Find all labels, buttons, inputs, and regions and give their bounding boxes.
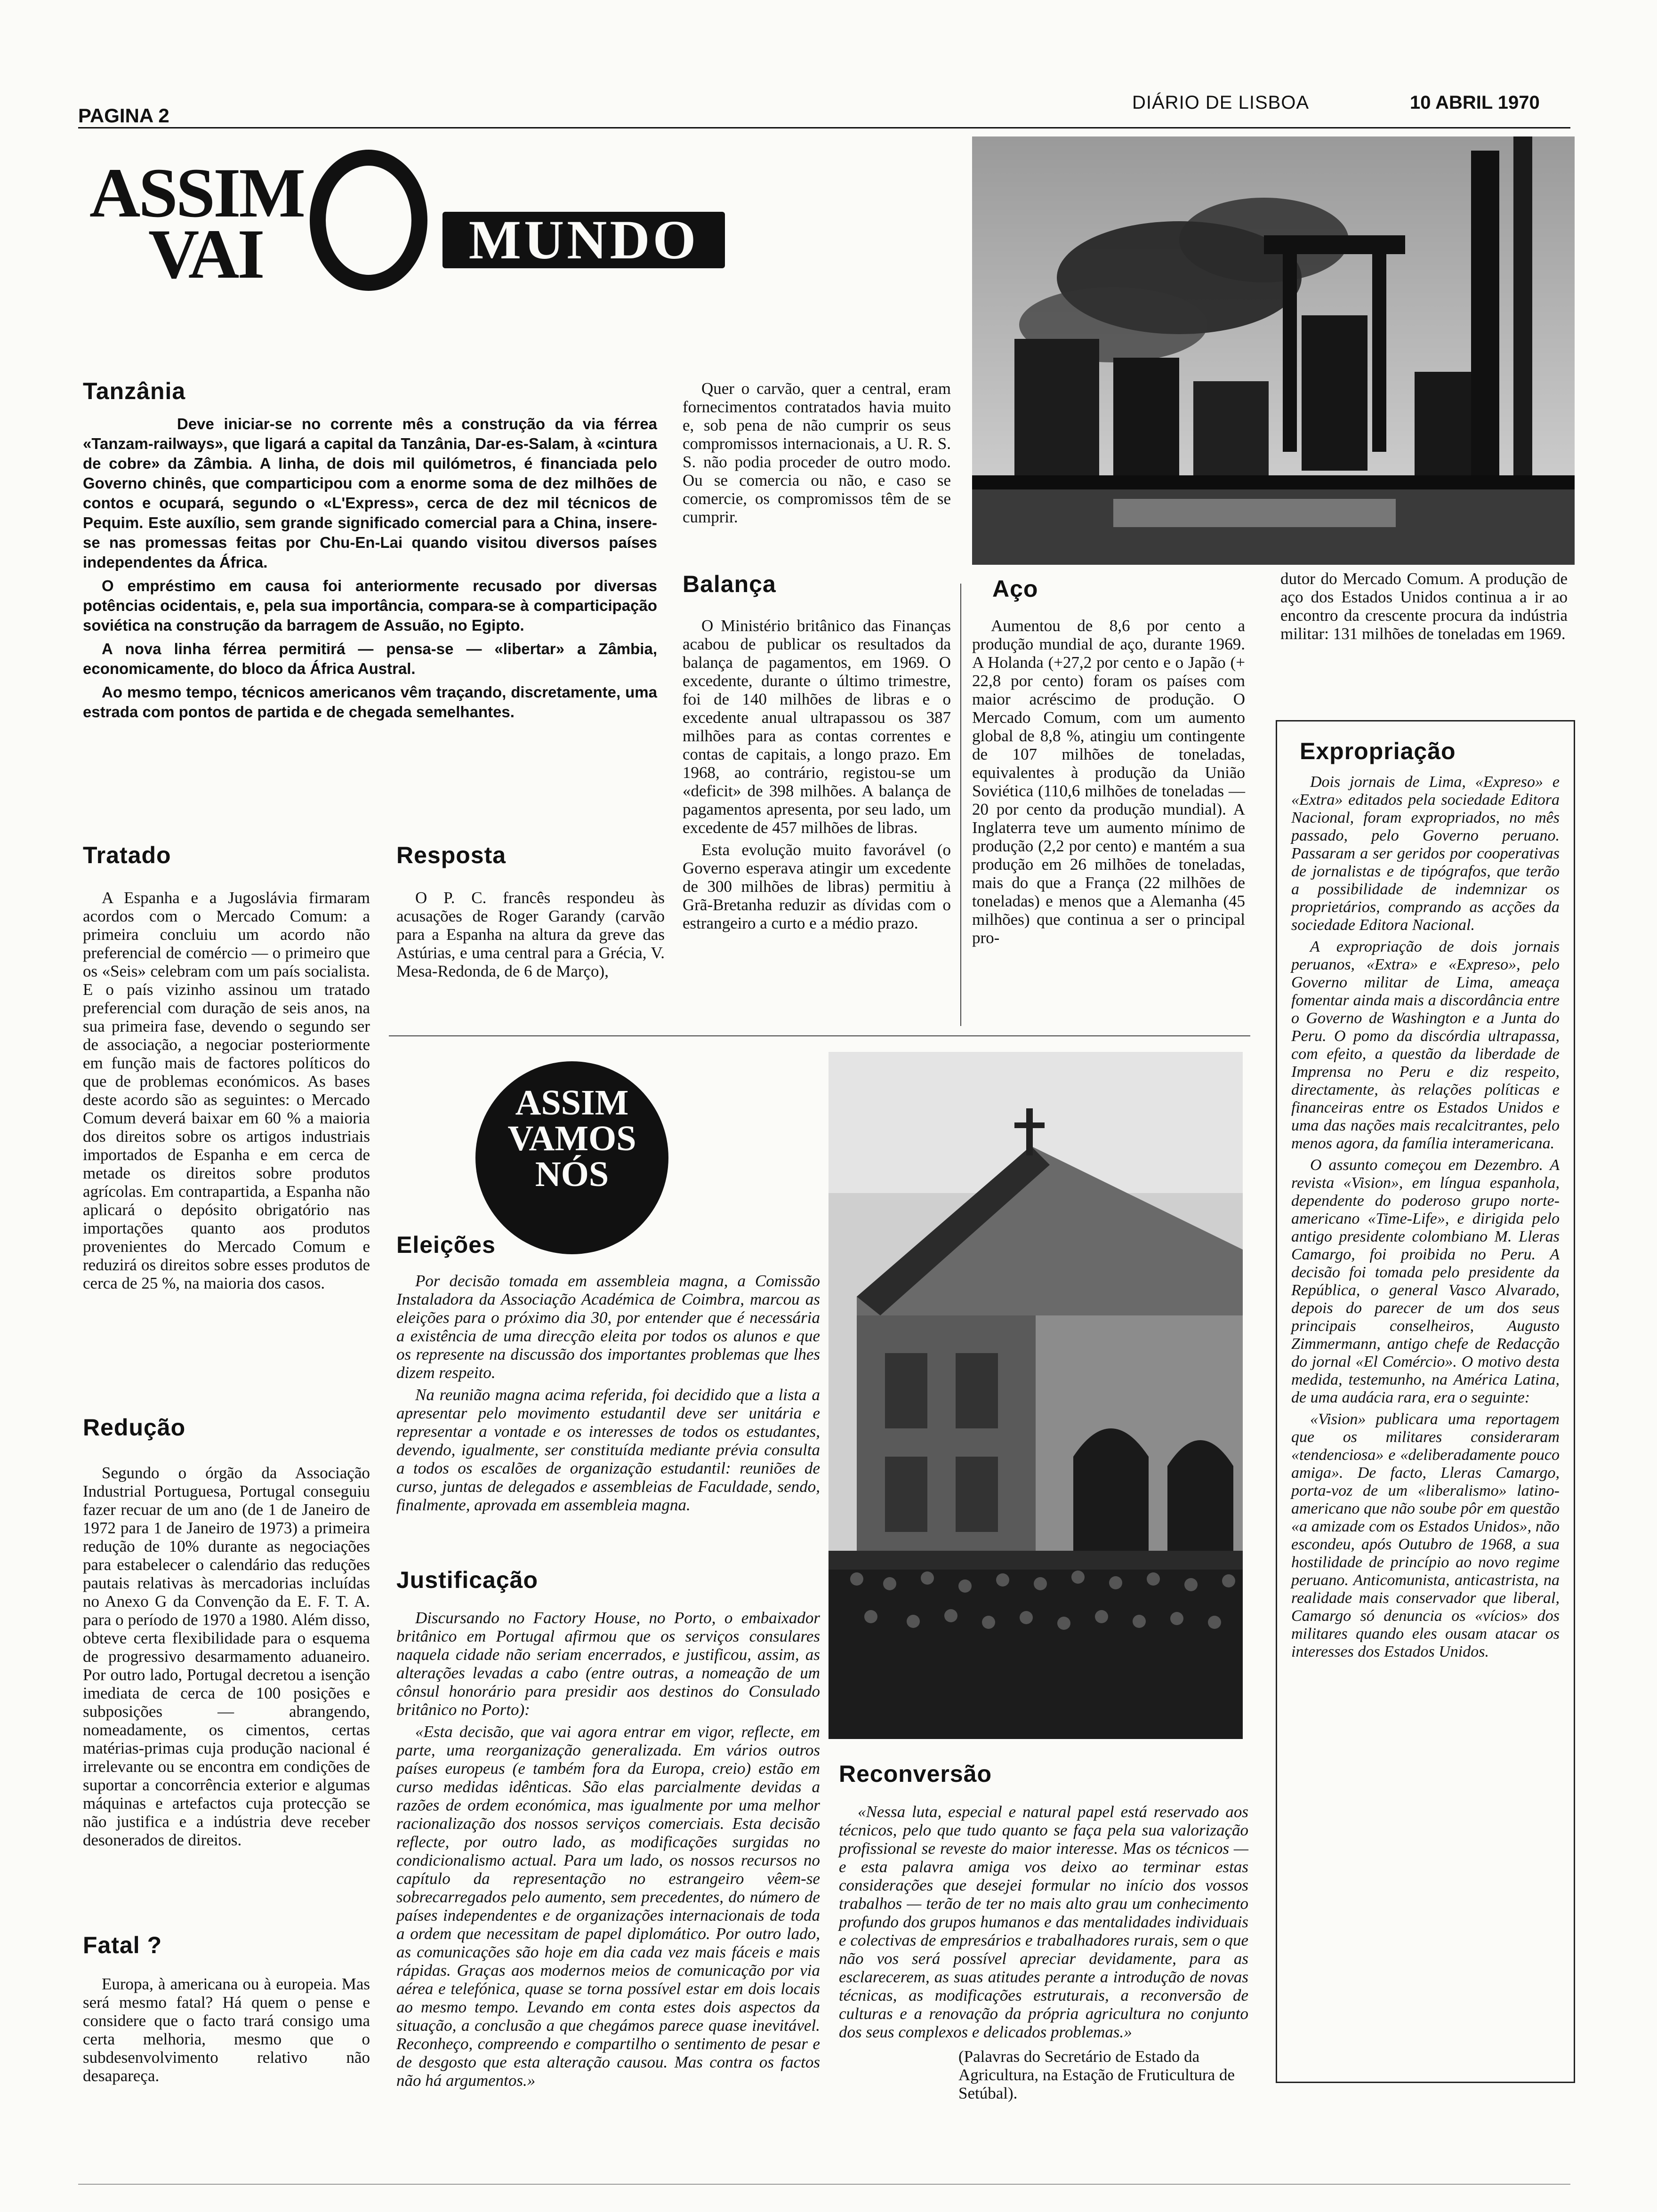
expropriacao-box [1276,720,1575,2083]
masthead-rule [78,127,1570,128]
fatal-paragraph: Europa, à americana ou à europeia. Mas será mesmo fatal? Há quem o pense e considere que o facto trará consigo uma certa melhoria, mesmo que o subdesenvolvimento relativo não desapareça. [83,1975,370,2085]
steelworks-illustration [972,136,1575,565]
article-aco-continuation [1280,569,1568,647]
aco-continuation-paragraph: dutor do Mercado Comum. A produção de aço dos Estados Unidos continua a ir ao encontro da crescente procura da indústria militar: 131 milhões de toneladas em 1969. [1280,569,1568,643]
tanzania-paragraph: A nova linha férrea permitirá — pensa-se — «libertar» a Zâmbia, economicamente, do bloco da África Austral. [83,640,657,677]
subsection-top-rule [389,1035,1250,1036]
title-assim: ASSIM [89,154,304,232]
section-title [85,141,819,301]
article-tanzania [83,414,657,726]
article-resposta [396,889,665,984]
badge-line2: VAMOS [507,1119,636,1158]
balanca-paragraph: Esta evolução muito favorável (o Governo esperava atingir um excedente de 300 milhões de libras) permitiu à Grã-Bretanha reduzir as dívidas com o estrangeiro a curto e a médio prazo. [683,841,951,932]
tanzania-paragraph: Ao mesmo tempo, técnicos americanos vêm traçando, discretamente, uma estrada com pontos de partida e de chegada semelhantes. [83,683,657,721]
badge-line1: ASSIM [515,1083,629,1122]
article-reconversao [839,1803,1248,2045]
justificacao-paragraph: Discursando no Factory House, no Porto, o embaixador britânico em Portugal afirmou que os serviços consulares naquela cidade não seriam encerrados, e justificou, assim, as alterações levadas a cabo (entre outras, a nomeação de um cônsul honorário para presidir aos destinos do Consulado britânico no Porto): [396,1609,820,1719]
reconversao-paragraph: «Nessa luta, especial e natural papel está reservado aos técnicos, pelo que tudo quanto se faça pela sua valorização profissional se reveste do maior interesse. Mas os técnicos — e esta palavra amiga vos deixo ao terminar estas considerações que desejei formular no início dos vossos trabalhos — terão de ter no mais alto grau um conhecimento profundo dos grupos humanos e das mentalidades individuais e colectivas de empresários e trabalhadores rurais, sem o que não vos será possível apreciar devidamente, para as esclarecerem, as suas atitudes perante a introdução de novas técnicas, as modificações estruturais, a reconversão de culturas e a renovação da própria agricultura no conjunto dos seus complexos e delicados problemas.» [839,1803,1248,2041]
heading-reconversao: Reconversão [839,1761,992,1787]
column-rule [960,584,961,1026]
article-fatal [83,1975,370,2089]
heading-resposta: Resposta [396,842,507,868]
justificacao-paragraph: «Esta decisão, que vai agora entrar em vigor, reflecte, em parte, uma reorganização generalizada. Em vários outros países europeus (e também fora da Europa, creio) estão em curso medidas idênticas. São elas parcialmente devidas a razões de ordem económica, mas igualmente por uma melhor racionalização dos nossos serviços comerciais. Esta decisão reflecte, por outro lado, as modificações surgidas no condicionalismo actual. Para um lado, os nossos recursos no capítulo da representação no estrangeiro vêem-se sobrecarregados pelo aumento, sem precedentes, do número de países independentes e de organizações internacionais de toda a ordem que necessitam de papel diplomático. Por outro lado, as comunicações são hoje em dia cada vez mais fáceis e mais rápidas. Graças aos modernos meios de comunicação por via aérea e telefónica, quase se torna possível estar em dois locais ao mesmo tempo. Levando em conta estes dois aspectos da situação, a conclusão a que chegámos parece quase inevitável. Reconheço, compreendo e compartilho o sentimento de pesar e de desgosto que esta alteração causou. Mas contra os factos não há argumentos.» [396,1723,820,2090]
resposta-paragraph: O P. C. francês respondeu às acusações de Roger Garandy (carvão para a Espanha na altura da greve das Astúrias, e uma central para a Grécia, V. Mesa-Redonda, de 6 de Março), [396,889,665,980]
article-balanca [683,617,951,936]
article-justificacao [396,1609,820,2093]
heading-fatal: Fatal ? [83,1932,162,1958]
page-label: PAGINA 2 [78,104,169,127]
tanzania-paragraph: Deve iniciar-se no corrente mês a construção da via férrea «Tanzam-railways», que ligará a capital da Tanzânia, Dar-es-Salam, à «cintura de cobre» da Zâmbia. A linha, de dois mil quilómetros, é financiada pelo Governo chinês, que comparticipou com a enorme soma de dez milhões de contos e ocupará, segundo o «L'Express», cerca de dez mil técnicos de Pequim. Este auxílio, sem grande significado comercial para a China, insere-se nas promessas feitas por Chu-En-Lai quando visitou diversos países independentes da África. [83,415,657,571]
title-mundo: MUNDO [468,209,699,271]
title-o-ring [310,150,427,291]
article-eleicoes [396,1272,820,1518]
expropriacao-paragraph: Dois jornais de Lima, «Expreso» e «Extra» editados pela sociedade Editora Nacional, foram expropriados, no mês passado, pelo Governo peruano. Passaram a ser geridos por cooperativas de jornalistas e de tipógrafos, que terão a possibilidade de indemnizar os proprietários, comprando as acções da sociedade Editora Nacional. [1291,773,1560,934]
heading-expropriacao: Expropriação [1300,738,1456,764]
eleicoes-paragraph: Na reunião magna acima referida, foi decidido que a lista a apresentar pelo movimento estudantil deve ser unitária e representar a vontade e os interesses de todos os estudantes, devendo, igualmente, ser constituída mediante prévia consulta a todos os escalões de organização estudantil: reuniões de curso, juntas de delegados e assembleias de Faculdade, sendo, finalmente, aprovada em assembleia magna. [396,1386,820,1514]
issue-date: 10 ABRIL 1970 [1410,92,1540,113]
article-aco [972,617,1245,951]
title-mundo-banner [442,209,725,271]
assim-vamos-nos-badge [475,1061,668,1254]
coimbra-illustration [828,1052,1243,1739]
tratado-paragraph: A Espanha e a Jugoslávia firmaram acordos com o Mercado Comum: a primeira concluiu um acordo não preferencial de comércio — o primeiro que os «Seis» celebram com um país socialista. E o país vizinho assinou um tratado preferencial com duração de seis anos, na sua primeira fase, devendo o segundo ser de associação, a negociar posteriormente em função mais de factores políticos do que de problemas económicos. As bases deste acordo são as seguintes: o Mercado Comum deverá baixar em 60 % a maioria dos direitos sobre os artigos industriais importados de Espanha e em cerca de metade os direitos sobre produtos agrícolas. Em contrapartida, a Espanha não aplicará o depósito obrigatório nas importações quanto aos produtos provenientes do Mercado Comum e reduzirá os direitos sobre esses produtos de cerca de 25 %, na maioria dos casos. [83,889,370,1292]
heading-aco: Aço [992,576,1038,602]
eleicoes-paragraph: Por decisão tomada em assembleia magna, a Comissão Instaladora da Associação Académica de Coimbra, marcou as eleições para o próximo dia 30, por entender que é necessária a existência de uma direcção eleita por todos os alunos e que os represente na discussão dos importantes problemas que lhes dizem respeito. [396,1272,820,1382]
reconversao-attribution: (Palavras do Secretário de Estado da Agricultura, na Estação de Fruticultura de Setúbal). [958,2047,1235,2102]
heading-justificacao: Justificação [396,1567,539,1593]
heading-eleicoes: Eleições [396,1232,496,1258]
badge-line3: NÓS [535,1154,609,1194]
article-expropriacao [1291,773,1560,1665]
steelworks-photo [972,136,1575,565]
expropriacao-paragraph: A expropriação de dois jornais peruanos, «Extra» e «Expreso», pelo Governo militar de Lima, ameaça fomentar ainda mais a discordância entre o Governo de Washington e a Junta do Peru. O pomo da discórdia ultrapassa, com efeito, a questão da liberdade de Imprensa no Peru e diz respeito, directamente, às relações políticas e financeiras entre os Estados Unidos e uma das nações mais recalcitrantes, pelo menos agora, da família interamericana. [1291,938,1560,1152]
heading-reducao: Redução [83,1414,186,1441]
aco-paragraph: Aumentou de 8,6 por cento a produção mundial de aço, durante 1969. A Holanda (+27,2 por cento e o Japão (+ 22,8 por cento) foram os países com maior acréscimo de produção. O Mercado Comum, com um aumento global de 8,8 %, atingiu um contingente de 107 milhões de toneladas, equivalentes à produção da União Soviética (110,6 milhões de toneladas —20 por cento da produção mundial). A Inglaterra teve um aumento mínimo de produção (2,2 por cento) e mantém a sua produção em 26 milhões de toneladas, mais do que a França (22 milhões de toneladas) e menos que a Alemanha (45 milhões) que continua a ser o principal pro- [972,617,1245,947]
continuation-paragraph: Quer o carvão, quer a central, eram fornecimentos contratados havia muito e, sob pena de não cumprir os seus compromissos internacionais, a U. R. S. S. não podia proceder de outro modo. Ou se comercia ou não, e caso se comercie, os compromissos têm de se cumprir. [683,379,951,526]
title-vai: VAI [148,215,263,293]
heading-tratado: Tratado [83,842,171,868]
page-bottom-rule [78,2184,1570,2185]
newspaper-name: DIÁRIO DE LISBOA [1132,92,1310,113]
expropriacao-paragraph: O assunto começou em Dezembro. A revista «Vision», em língua espanhola, dependente do poderoso grupo norte-americano «Time-Life», e dirigida pelo antigo presidente colombiano M. Lleras Camargo, foi proibida no Peru. A decisão foi tomada pelo presidente da República, o general Vasco Alvarado, depois do parecer de um dos seus principais conselheiros, Augusto Zimmermann, antigo chefe de Redacção do jornal «El Comércio». O motivo desta medida, testemunho, na América Latina, de uma audácia rara, era o seguinte: [1291,1156,1560,1406]
balanca-paragraph: O Ministério britânico das Finanças acabou de publicar os resultados da balança de pagamentos, em 1969. O excedente, durante o último trimestre, foi de 140 milhões de libras e o excedente anual ultrapassou os 387 milhões para as contas correntes e contas de capitais, a longo prazo. Em 1968, ao contrário, registou-se um «deficit» de 398 milhões. A balança de pagamentos apresenta, por seu lado, um excedente de 457 milhões de libras. [683,617,951,837]
article-reducao [83,1464,370,1853]
coimbra-building-photo [828,1052,1243,1739]
heading-tanzania: Tanzânia [83,378,186,404]
tanzania-paragraph: O empréstimo em causa foi anteriormente recusado por diversas potências ocidentais, e, pela sua importância, compara-se à comparticipação soviética na construção da barragem de Assuão, no Egipto. [83,577,657,634]
reducao-paragraph: Segundo o órgão da Associação Industrial Portuguesa, Portugal conseguiu fazer recuar de um ano (de 1 de Janeiro de 1972 para 1 de Janeiro de 1973) a primeira redução de 10% durante as negociações para estabelecer o calendário das reduções pautais relativas às mercadorias incluídas no Anexo G da Convenção da E. F. T. A. para o período de 1970 a 1980. Além disso, obteve certa flexibilidade para o esquema de progressivo desarmamento aduaneiro. Por outro lado, Portugal decretou a isenção imediata de cerca de 100 posições e subposições — abrangendo, nomeadamente, os cimentos, certas matérias-primas cuja produção nacional é irrelevante ou se encontra em condições de suportar a concorrência exterior e algumas máquinas e artefactos cuja protecção se não justifica e a indústria deve receber desonerados de direitos. [83,1464,370,1849]
expropriacao-paragraph: «Vision» publicara uma reportagem que os militares consideraram «tendenciosa» e «deliberadamente pouco amiga». De facto, Lleras Camargo, porta-voz de um «liberalismo» latino-americano que não soube pôr em questão «a amizade com os Estados Unidos», não escondeu, após Outubro de 1968, a sua hostilidade de princípio ao novo regime peruano. Anticomunista, anticastrista, na realidade mais conservador que liberal, Camargo só denuncia os «vícios» dos militares quando eles ousam atacar os interesses dos Estados Unidos. [1291,1411,1560,1660]
heading-balanca: Balança [683,571,776,597]
article-tratado [83,889,370,1296]
article-tanzania-continuation [683,379,951,530]
